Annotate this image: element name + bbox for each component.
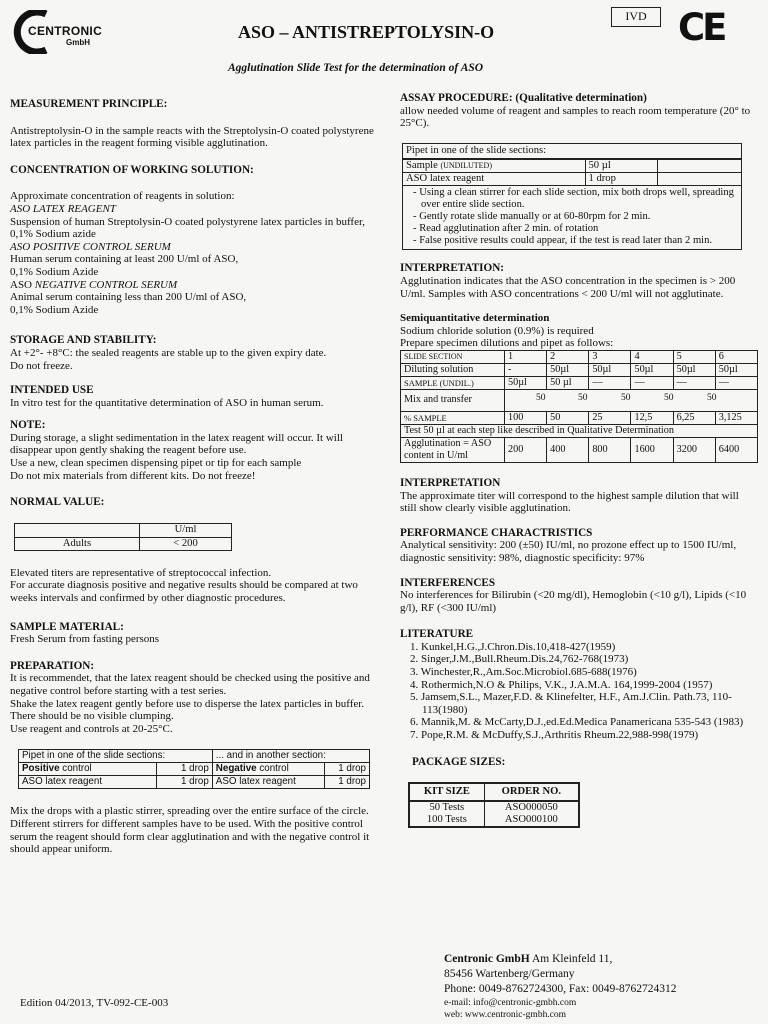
table-cell: Pipet in one of the slide sections: [19, 750, 213, 763]
table-cell: Agglutination = ASO content in U/ml [401, 437, 505, 462]
table-cell: 12,5 [631, 411, 673, 424]
negative-control-heading [10, 279, 375, 292]
table-cell: 6400 [715, 437, 757, 462]
negative-control-prefix: ASO [10, 278, 35, 291]
note-text-2: Use a new, clean specimen dispensing pipet or tip for each sample [10, 457, 302, 470]
table-row [401, 376, 758, 389]
table-cell: 50µl [589, 363, 631, 376]
table-cell [212, 763, 324, 776]
sample-material-text: Fresh Serum from fasting persons [10, 633, 160, 646]
step-text: Using a clean stirrer for each slide section, mix both drops well, spreading over entire slide section. [419, 187, 734, 211]
literature-heading: LITERATURE [400, 628, 474, 641]
company-street: Am Kleinfeld 11, [529, 953, 613, 965]
interferences-heading: INTERFERENCES [400, 576, 496, 589]
table-cell: 3200 [673, 437, 715, 462]
storage-heading: STORAGE AND STABILITY: [10, 334, 157, 347]
table-cell: 50µl [715, 363, 757, 376]
table-cell: — [673, 376, 715, 389]
elevated-text-2: For accurate diagnosis positive and negative results should be compared at two weeks intervals and confirmed by other diagnostic procedures. [10, 579, 358, 605]
elevated-text-1: Elevated titers are representative of streptococcal infection. [10, 566, 272, 579]
mix-value: 50 [536, 392, 546, 403]
negative-control-text-1: Animal serum containing less than 200 U/ml of ASO, [10, 291, 247, 304]
table-cell: SAMPLE (UNDIL.) [401, 376, 505, 389]
preparation-text-1: It is recommendet, that the latex reagent should be checked using the positive and negative control before starting with a test series. [10, 672, 370, 697]
qualitative-steps [403, 186, 741, 249]
table-row [15, 523, 232, 537]
interferences-text: No interferences for Bilirubin (<20 mg/dl), Hemoglobin (<10 g/l), Lipids (<10 g/l), RF (<300 IU/ml) [400, 589, 747, 614]
performance-heading: PERFORMANCE CHARACTRISTICS [400, 526, 593, 539]
table-cell: 1 drop [157, 776, 212, 789]
table-cell: < 200 [140, 537, 232, 550]
table-row [401, 411, 758, 424]
ivd-badge: IVD [611, 7, 661, 27]
negative-control-label: NEGATIVE CONTROL SERUM [34, 278, 178, 291]
performance-text: Analytical sensitivity: 200 (±50) IU/ml, no prozone effect up to 1500 IU/ml, diagnostic sensitivity: 98%, diagnostic specificity: 97% [400, 539, 737, 564]
table-cell: 100 Tests [409, 814, 484, 827]
table-cell: Mix and transfer [401, 389, 505, 411]
storage-text: At +2°- +8°C: the sealed reagents are stable up to the given expiry date. [10, 346, 327, 359]
left-column [10, 98, 375, 856]
table-cell [19, 763, 157, 776]
table-cell: — [631, 376, 673, 389]
concentration-intro: Approximate concentration of reagents in solution: [10, 190, 235, 203]
table-cell: % SAMPLE [401, 411, 505, 424]
mix-transfer-arrows [508, 390, 754, 404]
normal-value-heading: NORMAL VALUE: [10, 496, 105, 509]
list-item: 1. Kunkel,H.G.,J.Chron.Dis.10,418-427(1959) [410, 640, 616, 653]
company-email: e-mail: info@centronic-gmbh.com [444, 998, 577, 1008]
table-cell: 6 [715, 350, 757, 363]
table-cell: 50µl [505, 376, 547, 389]
preparation-heading: PREPARATION: [10, 659, 95, 672]
list-item: - Using a clean stirrer for each slide section, mix both drops well, spreading over entire slide section. [413, 187, 734, 211]
interpretation2-text: The approximate titer will correspond to the highest sample dilution that will still show clearly visible agglutination. [400, 489, 739, 515]
sample-material-heading: SAMPLE MATERIAL: [10, 620, 124, 633]
table-cell: — [715, 376, 757, 389]
list-item: 6. Mannik,M. & McCarty,D.J.,ed.Ed.Medica Panamericana 535-543 (1983) [410, 716, 744, 729]
table-cell: Adults [15, 537, 140, 550]
table-row [401, 424, 758, 437]
table-cell: 50 Tests [409, 801, 484, 814]
table-row [19, 776, 370, 789]
measurement-text: Antistreptolysin-O in the sample reacts with the Streptolysin-O coated polystyrene latex particles in the reagent forming visible agglutination. [10, 124, 374, 150]
table-cell: KIT SIZE [409, 783, 484, 801]
intended-use-heading: INTENDED USE [10, 384, 94, 397]
mix-value: 50 [664, 392, 674, 403]
edition-text: Edition 04/2013, TV-092-CE-003 [20, 997, 169, 1009]
table-cell: Diluting solution [401, 363, 505, 376]
table-cell: 3,125 [715, 411, 757, 424]
mix-transfer-cell [505, 389, 758, 411]
table-cell: 2 [547, 350, 589, 363]
list-item: - Gently rotate slide manually or at 60-80rpm for 2 min. [413, 211, 651, 223]
table-cell: 50 µl [547, 376, 589, 389]
storage-text-2: Do not freeze. [10, 359, 73, 372]
table-row [409, 783, 579, 801]
latex-reagent-text: Suspension of human Streptolysin-O coated polystyrene latex particles in buffer, 0,1% Sodium azide [10, 215, 365, 241]
preparation-table [18, 749, 370, 789]
undiluted-label: (UNDILUTED) [440, 161, 492, 171]
list-item: - False positive results could appear, if the test is read later than 2 min. [413, 235, 713, 247]
company-logo [8, 10, 108, 54]
table-cell: 800 [589, 437, 631, 462]
preparation-text-3: Use reagent and controls at 20-25°C. [10, 722, 173, 735]
table-cell: 5 [673, 350, 715, 363]
table-cell: U/ml [140, 523, 232, 537]
qualitative-table [402, 143, 742, 251]
table-cell: 400 [547, 437, 589, 462]
table-cell: Test 50 µl at each step like described in Qualitative Determination [401, 424, 758, 437]
table-cell [403, 160, 585, 173]
positive-control-text-2: 0,1% Sodium Azide [10, 265, 99, 278]
positive-label: Positive [22, 763, 60, 775]
control-label: control [59, 763, 92, 775]
table-row [403, 160, 741, 173]
intended-use-text: In vitro test for the quantitative determination of ASO in human serum. [10, 396, 324, 409]
table-cell [15, 523, 140, 537]
table-cell: ASO000100 [484, 814, 579, 827]
table-cell: 1 [505, 350, 547, 363]
normal-value-table [14, 523, 232, 551]
table-cell: 4 [631, 350, 673, 363]
document-title: ASO – ANTISTREPTOLYSIN-O [238, 22, 495, 42]
table-cell: 25 [589, 411, 631, 424]
assay-heading-sub: (Qualitative determination) [515, 92, 647, 104]
table-cell: ASO latex reagent [403, 173, 585, 186]
table-row [401, 363, 758, 376]
table-cell: 50µl [547, 363, 589, 376]
table-cell: 1 drop [325, 763, 370, 776]
table-row [15, 537, 232, 550]
logo-gmbh-text: GmbH [66, 38, 90, 47]
positive-control-heading: ASO POSITIVE CONTROL SERUM [10, 240, 171, 253]
table-cell: 200 [505, 437, 547, 462]
measurement-heading: MEASUREMENT PRINCIPLE: [10, 98, 168, 110]
qualitative-table-head: Pipet in one of the slide sections: [403, 144, 741, 160]
table-cell: 1 drop [325, 776, 370, 789]
table-cell: 1 drop [157, 763, 212, 776]
assay-heading [400, 92, 758, 105]
table-row [19, 750, 370, 763]
company-address [444, 952, 764, 1021]
table-cell: 50 [547, 411, 589, 424]
mix-value: 50 [578, 392, 588, 403]
table-row [401, 350, 758, 363]
mix-instructions: Mix the drops with a plastic stirrer, spreading over the entire surface of the circle. Different stirrers for different samples have to be used. With the positive control serum the reagent should form clear agglutination and with the negative control it should appear uniform. [10, 805, 370, 856]
positive-control-text-1: Human serum containing at least 200 U/ml of ASO, [10, 253, 239, 266]
list-item: 5. Jamsem,S.L., Mazer,F.D. & Klinefelter, H.F., Am.J.Clin. Path.73, 110-113(1980) [410, 691, 732, 716]
step-text: Read agglutination after 2 min. of rotation [419, 223, 599, 235]
list-item: 4. Rothermich,N.O & Philips, V.K., J.A.M.A. 164,1999-2004 (1957) [410, 678, 713, 691]
table-cell: ASO latex reagent [19, 776, 157, 789]
table-cell: ASO000050 [484, 801, 579, 814]
control-label: control [256, 763, 289, 775]
package-heading: PACKAGE SIZES: [412, 755, 506, 768]
company-line-1 [444, 952, 764, 967]
package-table [408, 782, 580, 828]
table-cell: ORDER NO. [484, 783, 579, 801]
interpretation2-heading: INTERPRETATION [400, 476, 501, 489]
interpretation-heading: INTERPRETATION: [400, 262, 505, 275]
table-row [409, 801, 579, 814]
company-city: 85456 Wartenberg/Germany [444, 968, 575, 980]
right-column [400, 92, 758, 828]
qualitative-table-rows [403, 159, 741, 186]
table-cell: 50µl [673, 363, 715, 376]
mix-value: 50 [621, 392, 631, 403]
semiquantitative-text-1: Sodium chloride solution (0.9%) is required [400, 324, 594, 337]
table-cell: ... and in another section: [212, 750, 369, 763]
list-item: 7. Pope,R.M. & McDuffy,S.J.,Arthritis Rheum.22,988-998(1979) [410, 729, 699, 742]
table-row [401, 437, 758, 462]
table-cell: — [589, 376, 631, 389]
negative-label: Negative [215, 763, 257, 775]
logo-text: CENTRONIC [28, 24, 103, 38]
interpretation-text: Agglutination indicates that the ASO concentration in the specimen is > 200 U/ml. Samples with ASO concentrations < 200 U/ml will not agglutinate. [400, 274, 736, 300]
list-item: 3. Winchester,R.,Am.Soc.Microbiol.685-688(1976) [410, 666, 637, 679]
document-subtitle: Agglutination Slide Test for the determination of ASO [228, 62, 484, 74]
step-text: False positive results could appear, if the test is read later than 2 min. [419, 235, 713, 247]
company-name: Centronic GmbH [444, 953, 530, 965]
table-row [19, 763, 370, 776]
company-web: web: www.centronic-gmbh.com [444, 1010, 567, 1020]
table-cell: 1 drop [585, 173, 657, 186]
table-row [403, 173, 741, 186]
negative-control-text-2: 0,1% Sodium Azide [10, 303, 99, 316]
table-cell: 6,25 [673, 411, 715, 424]
list-item: 2. Singer,J.M.,Bull.Rheum.Dis.24,762-768(1973) [410, 653, 629, 666]
company-phone: Phone: 0049-8762724300, Fax: 0049-8762724312 [444, 983, 677, 995]
ce-mark-icon: CE [678, 6, 725, 49]
table-cell [657, 160, 741, 173]
concentration-heading: CONCENTRATION OF WORKING SOLUTION: [10, 163, 254, 176]
table-cell: - [505, 363, 547, 376]
table-cell: ASO latex reagent [212, 776, 324, 789]
note-text-3: Do not mix materials from different kits. Do not freeze! [10, 469, 256, 482]
mix-value: 50 [707, 392, 717, 403]
preparation-text-2: Shake the latex reagent gently before use to disperse the latex particles in buffer. There should be no visible clumping. [10, 697, 365, 723]
note-heading: NOTE: [10, 419, 46, 432]
assay-heading-main: ASSAY PROCEDURE: [400, 92, 516, 104]
table-cell: 50 µl [585, 160, 657, 173]
semiquantitative-text-2: Prepare specimen dilutions and pipet as follows: [400, 337, 614, 350]
semiquantitative-heading: Semiquantitative determination [400, 312, 550, 325]
latex-reagent-heading: ASO LATEX REAGENT [10, 202, 116, 215]
table-cell [657, 173, 741, 186]
assay-text: allow needed volume of reagent and samples to reach room temperature (20° to 25°C). [400, 104, 751, 130]
table-cell: SLIDE SECTION [401, 350, 505, 363]
note-text-1: During storage, a slight sedimentation in the latex reagent will occur. It will disappear upon gently shaking the reagent before use. [10, 431, 343, 457]
literature-list [410, 641, 758, 742]
table-row [401, 389, 758, 411]
sample-label: Sample [406, 160, 441, 172]
table-cell: 100 [505, 411, 547, 424]
table-row [409, 814, 579, 827]
table-cell: 50µl [631, 363, 673, 376]
table-cell: 3 [589, 350, 631, 363]
list-item: - Read agglutination after 2 min. of rotation [413, 223, 599, 235]
table-cell: 1600 [631, 437, 673, 462]
step-text: Gently rotate slide manually or at 60-80rpm for 2 min. [419, 211, 651, 223]
semiquantitative-table [400, 350, 758, 463]
